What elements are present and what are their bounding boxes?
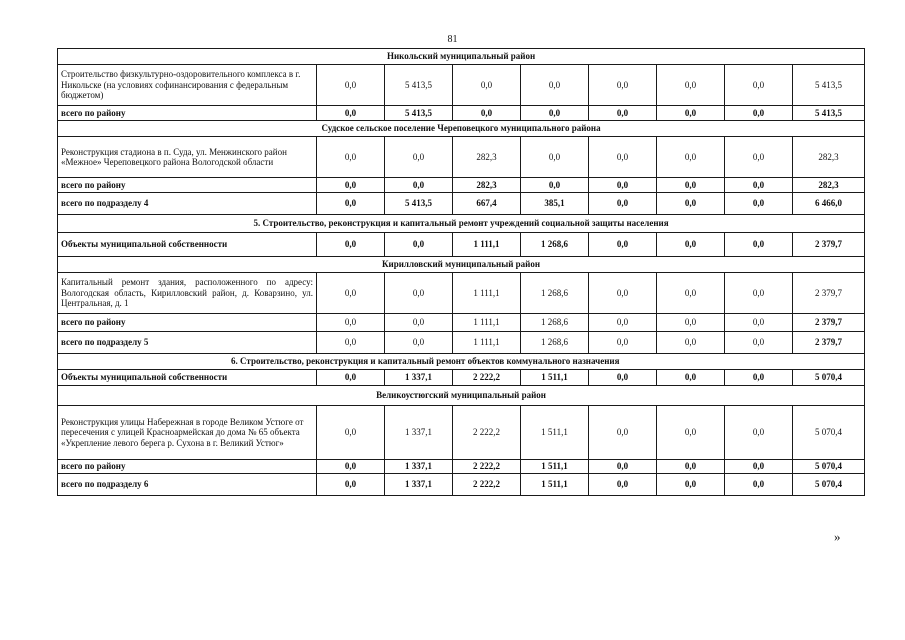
page-number: 81: [447, 34, 458, 45]
value-cell: 282,3: [453, 178, 521, 193]
value-cell: 0,0: [385, 137, 453, 178]
table-row: [58, 273, 865, 314]
total-label: всего по району: [58, 178, 317, 193]
value-cell: 0,0: [385, 332, 453, 354]
total-label: всего по району: [58, 460, 317, 474]
value-cell: 1 268,6: [521, 233, 589, 257]
district-header-row: [58, 49, 865, 65]
value-cell: 1 511,1: [521, 474, 589, 496]
value-cell: 0,0: [589, 65, 657, 106]
value-cell: 0,0: [317, 273, 385, 314]
table-row-total: [58, 314, 865, 332]
closing-quote-mark: »: [834, 529, 841, 544]
value-cell: 0,0: [589, 474, 657, 496]
total-value-cell: 2 379,7: [793, 332, 865, 354]
value-cell: 0,0: [317, 406, 385, 460]
blank-cell: [793, 354, 865, 370]
budget-table: [57, 48, 865, 496]
value-cell: 0,0: [317, 106, 385, 121]
value-cell: 385,1: [521, 193, 589, 215]
value-cell: 0,0: [453, 65, 521, 106]
value-cell: 0,0: [725, 106, 793, 121]
value-cell: 0,0: [725, 332, 793, 354]
value-cell: 0,0: [589, 233, 657, 257]
table-row: [58, 65, 865, 106]
value-cell: 0,0: [317, 65, 385, 106]
value-cell: 0,0: [725, 406, 793, 460]
value-cell: 0,0: [725, 460, 793, 474]
district-header: Великоустюгский муниципальный район: [58, 386, 865, 406]
district-header: Кирилловский муниципальный район: [58, 257, 865, 273]
value-cell: 0,0: [317, 233, 385, 257]
value-cell: 0,0: [657, 178, 725, 193]
value-cell: 0,0: [657, 370, 725, 386]
value-cell: 2 222,2: [453, 370, 521, 386]
value-cell: 0,0: [589, 314, 657, 332]
value-cell: 0,0: [453, 106, 521, 121]
total-value-cell: 2 379,7: [793, 273, 865, 314]
value-cell: 0,0: [725, 193, 793, 215]
value-cell: 0,0: [589, 178, 657, 193]
value-cell: 0,0: [725, 370, 793, 386]
table-row-subtotal: [58, 474, 865, 496]
value-cell: 0,0: [725, 178, 793, 193]
value-cell: 0,0: [385, 273, 453, 314]
total-value-cell: 5 413,5: [793, 106, 865, 121]
value-cell: 1 511,1: [521, 370, 589, 386]
value-cell: 0,0: [317, 193, 385, 215]
value-cell: 1 337,1: [385, 406, 453, 460]
value-cell: 282,3: [453, 137, 521, 178]
district-header-row: [58, 386, 865, 406]
value-cell: 667,4: [453, 193, 521, 215]
total-value-cell: 5 070,4: [793, 460, 865, 474]
object-name: Капитальный ремонт здания, расположенного по адресу: Вологодская область, Кирилловский район, д. Коварзино, ул. Центральная, д. 1: [58, 273, 317, 314]
value-cell: 0,0: [521, 137, 589, 178]
value-cell: 1 337,1: [385, 474, 453, 496]
total-label: всего по подразделу 6: [58, 474, 317, 496]
total-value-cell: 5 413,5: [793, 65, 865, 106]
value-cell: 0,0: [725, 474, 793, 496]
value-cell: 1 511,1: [521, 460, 589, 474]
value-cell: 0,0: [657, 460, 725, 474]
total-label: всего по подразделу 5: [58, 332, 317, 354]
value-cell: 0,0: [317, 178, 385, 193]
value-cell: 0,0: [589, 332, 657, 354]
value-cell: 0,0: [317, 332, 385, 354]
total-value-cell: 6 466,0: [793, 193, 865, 215]
value-cell: 5 413,5: [385, 106, 453, 121]
value-cell: 0,0: [657, 314, 725, 332]
table-row-total: [58, 460, 865, 474]
total-label: всего по району: [58, 106, 317, 121]
object-name: Реконструкция улицы Набережная в городе Великом Устюге от пересечения с улицей Красноармейская до дома № 65 объекта «Укрепление левого берега р. Сухона в г. Великий Устюг»: [58, 406, 317, 460]
total-value-cell: 282,3: [793, 137, 865, 178]
section-header-row: [58, 215, 865, 233]
value-cell: 0,0: [657, 474, 725, 496]
value-cell: 0,0: [657, 273, 725, 314]
value-cell: 2 222,2: [453, 406, 521, 460]
total-value-cell: 282,3: [793, 178, 865, 193]
value-cell: 0,0: [317, 460, 385, 474]
value-cell: 0,0: [317, 370, 385, 386]
value-cell: 0,0: [657, 65, 725, 106]
value-cell: 0,0: [589, 137, 657, 178]
district-header: Судское сельское поселение Череповецкого муниципального района: [58, 121, 865, 137]
value-cell: 0,0: [589, 106, 657, 121]
table-row-subtotal: [58, 332, 865, 354]
row-label: Объекты муниципальной собственности: [58, 233, 317, 257]
total-label: всего по подразделу 4: [58, 193, 317, 215]
total-value-cell: 2 379,7: [793, 233, 865, 257]
table-row-municipal: [58, 370, 865, 386]
object-name: Строительство физкультурно-оздоровительного комплекса в г. Никольске (на условиях софинансирования с федеральным бюджетом): [58, 65, 317, 106]
total-value-cell: 5 070,4: [793, 370, 865, 386]
value-cell: 2 222,2: [453, 474, 521, 496]
value-cell: 0,0: [521, 65, 589, 106]
value-cell: 1 268,6: [521, 273, 589, 314]
value-cell: 0,0: [725, 233, 793, 257]
value-cell: 2 222,2: [453, 460, 521, 474]
value-cell: 5 413,5: [385, 65, 453, 106]
section-header: 6. Строительство, реконструкция и капитальный ремонт объектов коммунального назначения: [58, 354, 793, 370]
row-label: Объекты муниципальной собственности: [58, 370, 317, 386]
total-value-cell: 2 379,7: [793, 314, 865, 332]
value-cell: 0,0: [317, 474, 385, 496]
value-cell: 0,0: [385, 178, 453, 193]
value-cell: 0,0: [657, 233, 725, 257]
value-cell: 0,0: [657, 137, 725, 178]
value-cell: 1 337,1: [385, 370, 453, 386]
value-cell: 0,0: [589, 193, 657, 215]
value-cell: 0,0: [657, 332, 725, 354]
value-cell: 1 511,1: [521, 406, 589, 460]
value-cell: 0,0: [317, 137, 385, 178]
value-cell: 0,0: [725, 314, 793, 332]
total-label: всего по району: [58, 314, 317, 332]
section-header: 5. Строительство, реконструкция и капитальный ремонт учреждений социальной защиты населения: [58, 215, 865, 233]
object-name: Реконструкция стадиона в п. Суда, ул. Менжинского район «Межное» Череповецкого района Вологодской области: [58, 137, 317, 178]
value-cell: 0,0: [589, 370, 657, 386]
district-header-row: [58, 121, 865, 137]
value-cell: 0,0: [657, 106, 725, 121]
district-header: Никольский муниципальный район: [58, 49, 865, 65]
value-cell: 1 111,1: [453, 233, 521, 257]
value-cell: 0,0: [385, 314, 453, 332]
section-header-row: [58, 354, 865, 370]
table-row: [58, 406, 865, 460]
total-value-cell: 5 070,4: [793, 406, 865, 460]
value-cell: 0,0: [317, 314, 385, 332]
value-cell: 0,0: [589, 460, 657, 474]
value-cell: 0,0: [657, 406, 725, 460]
value-cell: 1 111,1: [453, 273, 521, 314]
value-cell: 0,0: [589, 406, 657, 460]
table-row-subtotal: [58, 193, 865, 215]
value-cell: 1 268,6: [521, 332, 589, 354]
value-cell: 1 111,1: [453, 314, 521, 332]
value-cell: 0,0: [657, 193, 725, 215]
table-row-municipal: [58, 233, 865, 257]
table-row-total: [58, 178, 865, 193]
value-cell: 0,0: [385, 233, 453, 257]
value-cell: 1 337,1: [385, 460, 453, 474]
table-row: [58, 137, 865, 178]
value-cell: 5 413,5: [385, 193, 453, 215]
value-cell: 0,0: [725, 273, 793, 314]
value-cell: 1 111,1: [453, 332, 521, 354]
total-value-cell: 5 070,4: [793, 474, 865, 496]
value-cell: 0,0: [521, 178, 589, 193]
value-cell: 0,0: [521, 106, 589, 121]
value-cell: 0,0: [589, 273, 657, 314]
value-cell: 0,0: [725, 65, 793, 106]
district-header-row: [58, 257, 865, 273]
table-row-total: [58, 106, 865, 121]
value-cell: 1 268,6: [521, 314, 589, 332]
value-cell: 0,0: [725, 137, 793, 178]
